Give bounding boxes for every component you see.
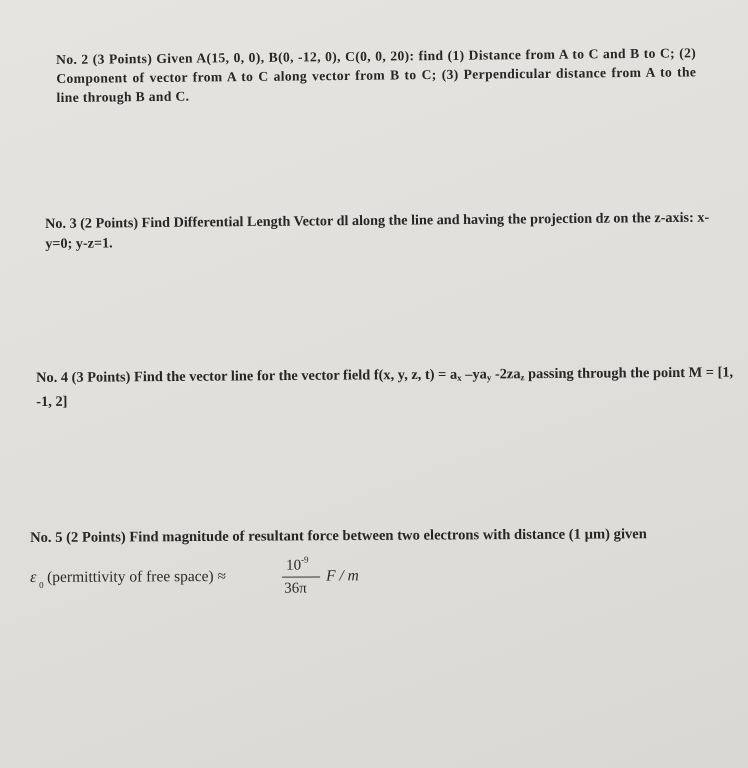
permittivity-formula	[30, 554, 430, 604]
fraction-bar	[282, 576, 320, 577]
permittivity-label: (permittivity of free space) ≈	[47, 567, 227, 586]
problem-5-text: No. 5 (2 Points) Find magnitude of resultant force between two electrons with distance (1 µm) given	[30, 526, 647, 546]
problem-4-sub-y: y	[486, 372, 492, 383]
fraction-numerator	[286, 555, 309, 575]
problem-5	[30, 524, 745, 549]
problem-3-text: No. 3 (2 Points) Find Differential Length Vector dl along the line and having the projection dz on the z-axis: x-y=0; y-z=1.	[45, 209, 710, 252]
problem-4	[36, 363, 736, 413]
numerator-exponent: -9	[300, 554, 309, 565]
problem-4-sub-x: x	[457, 372, 462, 383]
problem-4-part1: No. 4 (3 Points) Find the vector line for the vector field f(x, y, z, t) = a	[36, 366, 458, 386]
fraction-denominator: 36π	[284, 580, 307, 597]
epsilon-symbol: ε	[30, 568, 37, 586]
epsilon-subscript: 0	[39, 579, 44, 590]
problem-4-part3: -2za	[491, 366, 521, 383]
numerator-base: 10	[286, 557, 302, 574]
problem-4-sub-z: z	[520, 372, 525, 383]
permittivity-unit: F / m	[326, 567, 359, 585]
problem-4-part4: passing through the point M = [1, -1, 2]	[36, 364, 734, 410]
problem-2-text: No. 2 (3 Points) Given A(15, 0, 0), B(0, -12, 0), C(0, 0, 20): find (1) Distance from A to C and B to C; (2) Component of vector from A to C along vector from B to C; (3) Perpendicular distance from A to the line through B and C.	[56, 45, 697, 105]
problem-4-text	[36, 363, 736, 413]
problem-3	[45, 208, 715, 254]
permittivity-fraction	[282, 554, 322, 602]
problem-4-part2: –ya	[461, 366, 487, 383]
problem-2	[56, 43, 697, 107]
